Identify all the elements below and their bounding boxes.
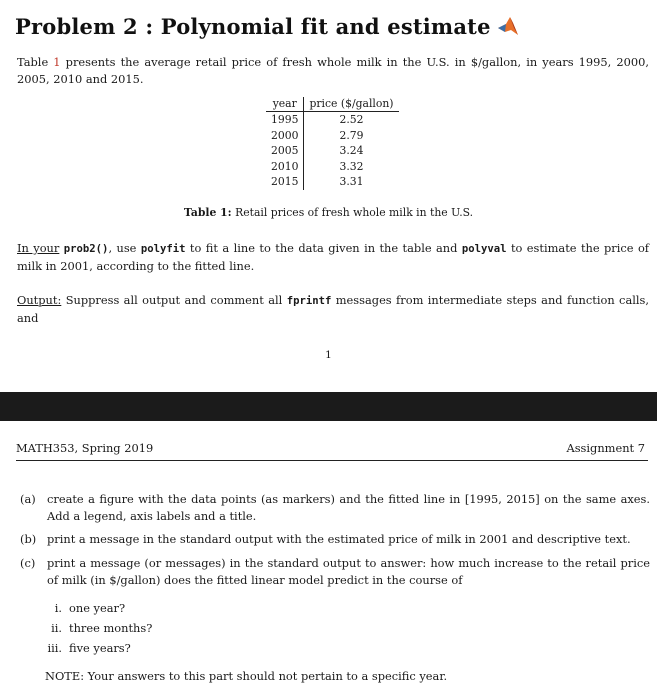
page-number: 1: [325, 349, 332, 361]
year-cell: 2010: [266, 159, 304, 175]
output-paragraph: [17, 292, 649, 327]
output-text-a: Suppress all output and comment all: [61, 293, 287, 307]
task-paragraph: [17, 240, 649, 275]
price-cell: 3.24: [339, 144, 364, 157]
sub-list-item: [40, 600, 125, 617]
list-item-text: print a message in the standard output with the estimated price of milk in 2001 and descriptive text.: [47, 532, 631, 546]
task-text-a: In your: [17, 241, 60, 255]
intro-paragraph: [17, 54, 649, 88]
caption-text: Retail prices of fresh whole milk in the U.S.: [231, 206, 474, 219]
list-item-label: (a): [20, 492, 36, 506]
table-row: [266, 112, 399, 128]
table-header-row: [266, 97, 399, 112]
problem-title: [15, 14, 519, 39]
sub-list-item: [40, 620, 152, 637]
caption-label: Table 1:: [183, 206, 232, 219]
header-rule: [16, 460, 648, 461]
list-item: [20, 491, 650, 525]
intro-text-b: presents the average retail price of fresh whole milk in the U.S. in $/gallon, in years 1995, 2000, 2005, 2010 and 2015.: [17, 55, 649, 86]
price-cell: 3.31: [339, 175, 364, 188]
list-item-label: (b): [20, 532, 37, 546]
sub-item-label: iii.: [47, 641, 62, 655]
sub-item-text: one year?: [69, 601, 126, 615]
list-item-label: (c): [20, 556, 36, 570]
column-header-year: year: [266, 97, 304, 112]
sub-item-label: i.: [54, 601, 62, 615]
year-cell: 1995: [266, 112, 304, 128]
output-text-b: messages from intermediate steps and function calls, and: [17, 293, 649, 325]
function-name-prob2: prob2(): [63, 243, 109, 255]
column-header-price: price ($/gallon): [304, 97, 399, 112]
table-row: [266, 159, 399, 175]
sub-item-text: five years?: [69, 641, 131, 655]
task-text-c: to fit a line to the data given in the table and: [185, 241, 462, 255]
task-text-b: , use: [108, 241, 141, 255]
function-name-fprintf: fprintf: [286, 295, 332, 307]
price-cell: 2.52: [339, 113, 364, 126]
problem-title-text: Problem 2 : Polynomial fit and estimate: [15, 14, 491, 39]
list-item: [20, 555, 650, 589]
list-item-text: create a figure with the data points (as markers) and the fitted line in [1995, 2015] on the same axes. Add a legend, axis labels and a title.: [47, 492, 650, 523]
table-row: [266, 128, 399, 144]
price-cell: 2.79: [339, 128, 364, 142]
year-cell: 2015: [266, 174, 304, 190]
list-item-text: print a message (or messages) in the standard output to answer: how much increase to the retail price of milk (in $/gallon) does the fitted linear model predict in the course of: [47, 556, 650, 587]
matlab-logo-icon: [497, 15, 519, 37]
intro-text-a: Table: [17, 55, 54, 69]
year-cell: 2000: [266, 128, 304, 144]
output-label: Output:: [17, 293, 62, 307]
price-cell: 3.32: [339, 159, 364, 173]
table-reference-link[interactable]: 1: [53, 55, 61, 69]
sub-item-label: ii.: [51, 621, 62, 635]
page-separator: [0, 392, 657, 421]
sub-list-item: [40, 640, 131, 657]
note-text: NOTE: Your answers to this part should not pertain to a specific year.: [45, 669, 448, 683]
table-row: [266, 143, 399, 159]
year-cell: 2005: [266, 143, 304, 159]
table-row: [266, 174, 399, 190]
table-caption: [0, 206, 657, 219]
task-text-d: to estimate the price of milk in 2001, according to the fitted line.: [17, 241, 650, 273]
list-item: [20, 531, 650, 548]
function-name-polyfit: polyfit: [140, 243, 186, 255]
running-header-assignment: Assignment 7: [566, 441, 645, 455]
function-name-polyval: polyval: [461, 243, 507, 255]
sub-item-text: three months?: [69, 621, 153, 635]
running-header-course: MATH353, Spring 2019: [16, 441, 154, 455]
milk-price-table: [266, 97, 399, 190]
document-page-2: [0, 421, 657, 700]
